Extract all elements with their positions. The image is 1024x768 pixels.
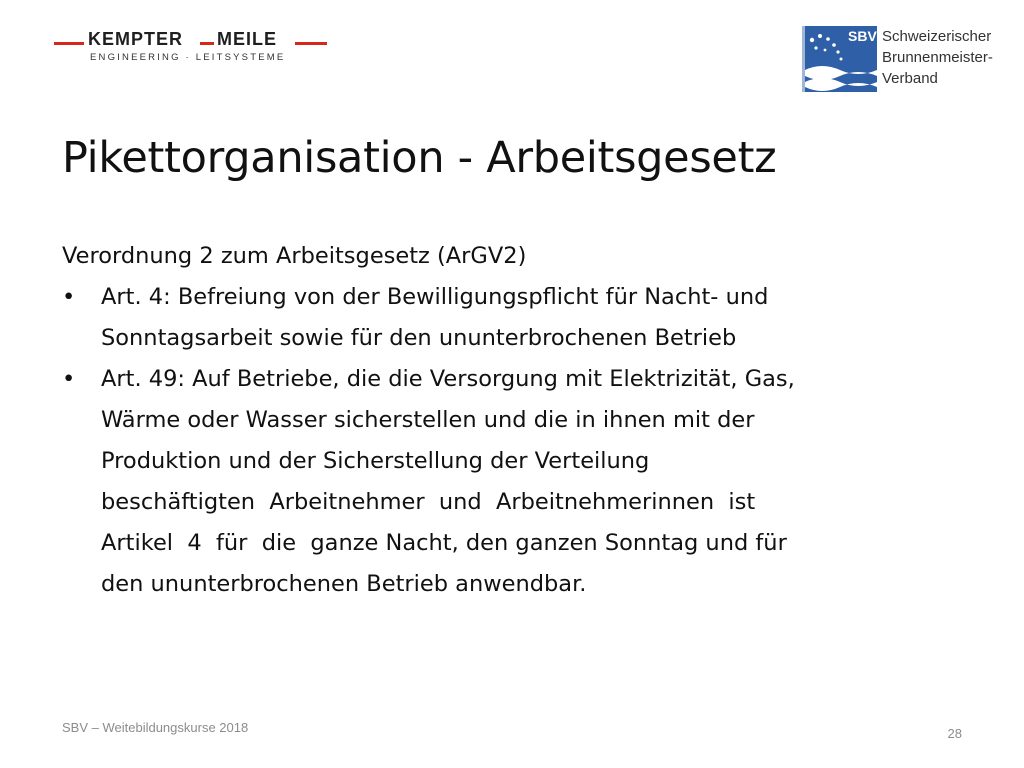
bullet-item	[62, 277, 962, 359]
bullet-text-line: Art. 49: Auf Betriebe, die die Versorgung mit Elektrizität, Gas,	[101, 366, 795, 392]
sbv-name	[882, 26, 993, 89]
bullet-icon: •	[62, 366, 76, 392]
slide-title: Pikettorganisation - Arbeitsgesetz	[62, 133, 777, 183]
sbv-name-line: Verband	[882, 70, 938, 87]
logo-word-meile: MEILE	[217, 29, 278, 49]
kempter-meile-logo	[54, 28, 329, 68]
bullet-text-line: Wärme oder Wasser sicherstellen und die in ihnen mit der	[101, 407, 755, 433]
sbv-fountain-icon	[792, 26, 877, 92]
sbv-name-line: Brunnenmeister-	[882, 49, 993, 66]
slide-body	[62, 236, 962, 605]
bullet-text-line: beschäftigten Arbeitnehmer und Arbeitnehmerinnen ist	[101, 489, 756, 515]
logo-accent-dash	[54, 42, 84, 45]
logo-word-kempter: KEMPTER	[88, 29, 184, 49]
sbv-abbreviation: SBV	[848, 28, 877, 44]
sbv-name-line: Schweizerischer	[882, 28, 992, 45]
bullet-text-line: Art. 4: Befreiung von der Bewilligungspflicht für Nacht- und	[101, 284, 769, 310]
bullet-text-line: Artikel 4 für die ganze Nacht, den ganzen Sonntag und für	[101, 530, 787, 556]
bullet-text-line: den ununterbrochenen Betrieb anwendbar.	[101, 571, 587, 597]
sbv-logo	[792, 26, 1017, 94]
logo-accent-dash	[200, 42, 214, 45]
bullet-icon: •	[62, 284, 76, 310]
logo-tagline: ENGINEERING · LEITSYSTEME	[90, 52, 286, 63]
logo-accent-dash	[295, 42, 327, 45]
bullet-text-line: Sonntagsarbeit sowie für den ununterbrochenen Betrieb	[101, 325, 737, 351]
footer-text: SBV – Weitebildungskurse 2018	[62, 720, 249, 735]
page-number: 28	[947, 726, 962, 741]
intro-line: Verordnung 2 zum Arbeitsgesetz (ArGV2)	[62, 243, 527, 269]
bullet-item	[62, 359, 962, 605]
bullet-list	[62, 277, 962, 605]
bullet-text-line: Produktion und der Sicherstellung der Verteilung	[101, 448, 650, 474]
